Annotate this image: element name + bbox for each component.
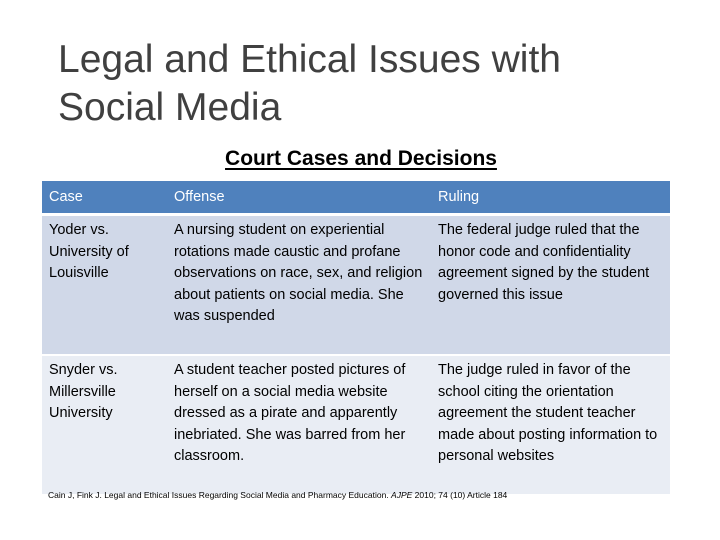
- header-offense: Offense: [167, 181, 431, 215]
- slide-title: Legal and Ethical Issues with Social Media: [58, 38, 561, 129]
- citation: [48, 490, 507, 500]
- subtitle-wrap: [0, 147, 720, 171]
- offense-cell: A student teacher posted pictures of herself on a social media website dressed as a pirate and apparently inebriated. She was barred from her classroom.: [167, 355, 431, 494]
- court-cases-table: [42, 181, 670, 494]
- table-row: [42, 215, 670, 356]
- citation-text: Cain J, Fink J. Legal and Ethical Issues Regarding Social Media and Pharmacy Education.: [48, 490, 389, 500]
- case-cell: Yoder vs. University of Louisville: [42, 215, 167, 356]
- case-cell: Snyder vs. Millersville University: [42, 355, 167, 494]
- header-ruling: Ruling: [431, 181, 670, 215]
- citation-details: 2010; 74 (10) Article 184: [414, 490, 508, 500]
- header-case: Case: [42, 181, 167, 215]
- offense-cell: A nursing student on experiential rotations made caustic and profane observations on race, sex, and religion about patients on social media. She was suspended: [167, 215, 431, 356]
- table-row: [42, 355, 670, 494]
- table-header-row: [42, 181, 670, 215]
- ruling-cell: The federal judge ruled that the honor code and confidentiality agreement signed by the student governed this issue: [431, 215, 670, 356]
- slide-subtitle: Court Cases and Decisions: [225, 147, 497, 170]
- ruling-cell: The judge ruled in favor of the school citing the orientation agreement the student teacher made about posting information to personal websites: [431, 355, 670, 494]
- citation-journal: AJPE: [391, 490, 413, 500]
